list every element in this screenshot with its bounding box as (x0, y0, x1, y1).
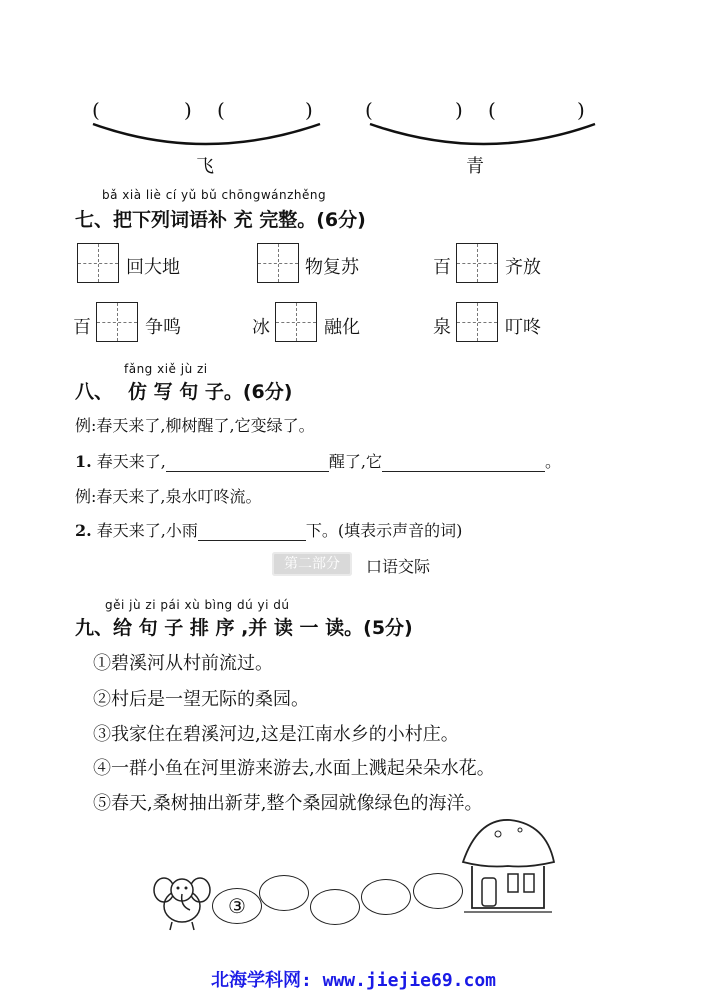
question-1-number: 1. (75, 452, 92, 471)
word-suffix: 物复苏 (305, 257, 359, 278)
section-9-pinyin: gěi jù zi pái xù bìng dú yi dú (105, 598, 290, 612)
paren-close: ) (305, 98, 313, 122)
word-prefix: 冰 (252, 317, 270, 338)
question-2-text-b: 下。(填表示声音的词) (305, 521, 463, 540)
answer-oval-filled[interactable]: ③ (212, 888, 262, 924)
tian-box[interactable] (257, 243, 299, 283)
sentence-item: ③我家住在碧溪河边,这是江南水乡的小村庄。 (93, 724, 459, 745)
sentence-item: ⑤春天,桑树抽出新芽,整个桑园就像绿色的海洋。 (93, 793, 483, 814)
word-suffix: 叮咚 (505, 317, 541, 338)
section-8-number: 八、 (75, 381, 114, 403)
example-sentence-2: 例:春天来了,泉水叮咚流。 (75, 487, 262, 506)
left-arc (93, 124, 320, 144)
tian-box[interactable] (456, 243, 498, 283)
word-suffix: 融化 (324, 317, 360, 338)
section-8-title: 仿 写 句 子。(6分) (128, 381, 293, 403)
paren-close: ) (455, 98, 463, 122)
word-suffix: 齐放 (505, 257, 541, 278)
part-2-label: 口语交际 (366, 557, 431, 576)
question-1-text-a: 春天来了, (96, 452, 166, 471)
paren-open: ( (488, 98, 496, 122)
question-1-end: 。 (544, 452, 561, 471)
answer-blank[interactable] (382, 455, 545, 472)
footer-watermark: 北海学科网: www.jiejie69.com (210, 970, 497, 991)
paren-open: ( (217, 98, 225, 122)
left-base-char: 飞 (196, 156, 214, 177)
sentence-item: ①碧溪河从村前流过。 (93, 653, 273, 674)
tian-box[interactable] (96, 302, 138, 342)
answer-oval[interactable] (413, 873, 463, 909)
elephant-icon (150, 866, 214, 934)
paren-close: ) (184, 98, 192, 122)
right-base-char: 青 (466, 156, 484, 177)
sentence-item: ②村后是一望无际的桑园。 (93, 689, 309, 710)
word-suffix: 回大地 (126, 257, 180, 278)
part-2-badge: 第二部分 (272, 552, 352, 576)
tian-box[interactable] (77, 243, 119, 283)
right-arc (370, 124, 595, 144)
section-9-title: 九、给 句 子 排 序 ,并 读 一 读。(5分) (75, 617, 413, 639)
section-8-pinyin: fǎng xiě jù zi (124, 362, 208, 376)
answer-blank[interactable] (166, 455, 329, 472)
question-1 (75, 449, 561, 472)
arcs (85, 118, 625, 158)
word-prefix: 百 (73, 317, 91, 338)
question-2-text-a: 春天来了,小雨 (96, 521, 198, 540)
word-suffix: 争鸣 (145, 317, 181, 338)
tian-box[interactable] (456, 302, 498, 342)
question-2 (75, 518, 462, 541)
question-2-number: 2. (75, 521, 92, 540)
tian-box[interactable] (275, 302, 317, 342)
example-sentence-1: 例:春天来了,柳树醒了,它变绿了。 (75, 416, 315, 435)
paren-close: ) (577, 98, 585, 122)
word-prefix: 百 (433, 257, 451, 278)
section-7-title: 七、把下列词语补 充 完整。(6分) (75, 209, 366, 231)
word-prefix: 泉 (433, 317, 451, 338)
paren-open: ( (365, 98, 373, 122)
mushroom-house-icon (458, 816, 558, 916)
question-1-text-b: 醒了,它 (328, 452, 382, 471)
answer-oval[interactable] (259, 875, 309, 911)
section-7-pinyin: bǎ xià liè cí yǔ bǔ chōngwánzhěng (102, 188, 327, 202)
paren-open: ( (92, 98, 100, 122)
sentence-item: ④一群小鱼在河里游来游去,水面上溅起朵朵水花。 (93, 758, 495, 779)
answer-oval[interactable] (310, 889, 360, 925)
answer-blank[interactable] (198, 524, 306, 541)
answer-oval[interactable] (361, 879, 411, 915)
